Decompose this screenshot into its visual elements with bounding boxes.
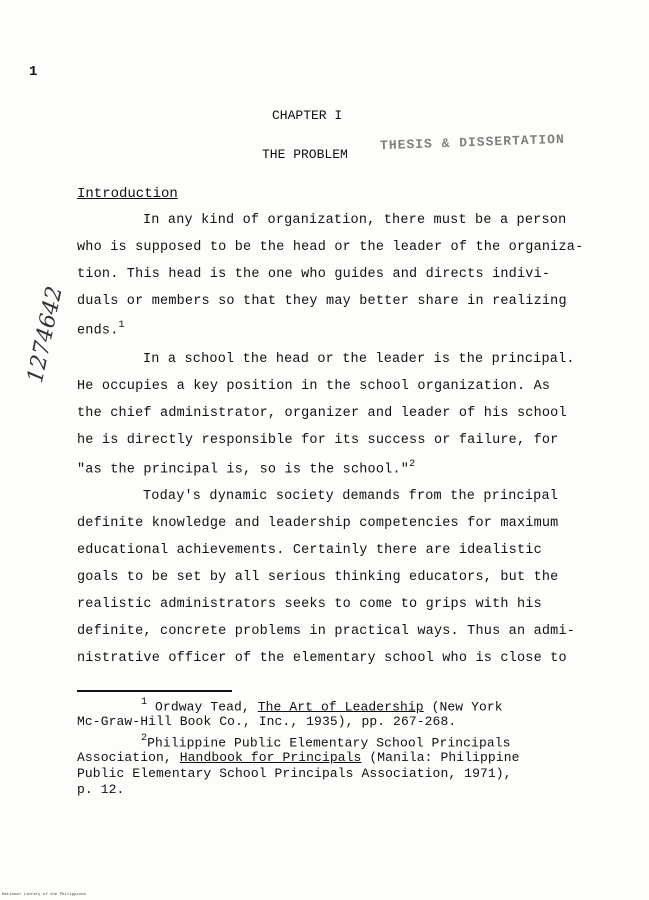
body-line: In any kind of organization, there must be a person	[143, 213, 567, 228]
body-line: In a school the head or the leader is the principal.	[143, 352, 575, 367]
body-line: tion. This head is the one who guides and directs indivi-	[77, 267, 551, 282]
body-line: goals to be set by all serious thinking educators, but the	[77, 570, 559, 585]
body-line: he is directly responsible for its success or failure, for	[77, 433, 559, 448]
footnote-title: Handbook for Principals	[179, 750, 362, 765]
body-line: realistic administrators seeks to come to grips with his	[77, 597, 542, 612]
thesis-stamp: THESIS & DISSERTATION	[379, 131, 566, 154]
scan-footer: National Library of the Philippines	[2, 893, 87, 897]
footnote-1-line-1	[77, 698, 503, 714]
body-line: definite knowledge and leadership competencies for maximum	[77, 516, 559, 531]
chapter-title: THE PROBLEM	[262, 147, 348, 162]
body-line: who is supposed to be the head or the leader of the organiza-	[77, 240, 584, 255]
footnote-number: 1	[141, 697, 148, 708]
body-line: duals or members so that they may better share in realizing	[77, 294, 567, 309]
footnote-title: The Art of Leadership	[257, 699, 424, 715]
footnote-2-line-3: Public Elementary School Principals Association, 1971),	[77, 766, 512, 781]
footnote-text: Association,	[77, 750, 172, 765]
footnote-number: 2	[141, 733, 148, 744]
body-line: the chief administrator, organizer and leader of his school	[77, 406, 567, 421]
footnote-1-line-2: Mc-Graw-Hill Book Co., Inc., 1935), pp. 267-268.	[77, 714, 457, 729]
handwritten-accession-number: 1274642	[23, 284, 68, 386]
footnote-text: (New York	[431, 699, 503, 715]
footnote-2-line-1	[77, 734, 511, 750]
footnote-author: Ordway Tead,	[155, 699, 250, 715]
footnote-divider	[77, 690, 232, 692]
body-text: ends.	[77, 323, 119, 339]
page-number: 1	[29, 64, 38, 80]
body-line: educational achievements. Certainly there are idealistic	[77, 543, 542, 558]
body-line: nistrative officer of the elementary school who is close to	[77, 651, 567, 666]
footnote-ref: 1	[118, 320, 125, 331]
body-line	[77, 321, 125, 339]
chapter-heading: CHAPTER I	[272, 108, 343, 123]
footnote-author: Philippine Public Elementary School Principals	[147, 735, 511, 751]
body-line: definite, concrete problems in practical ways. Thus an admi-	[77, 624, 576, 639]
body-line: Today's dynamic society demands from the principal	[143, 489, 559, 504]
body-text: "as the principal is, so is the school."	[77, 462, 410, 478]
footnote-2-line-4: p. 12.	[77, 782, 125, 797]
footnote-text: (Manila: Philippine	[369, 750, 520, 765]
body-line	[77, 460, 415, 478]
footnote-2-line-2	[77, 750, 520, 765]
body-line: He occupies a key position in the school organization. As	[77, 379, 551, 394]
section-heading: Introduction	[77, 186, 178, 202]
footnote-ref: 2	[409, 459, 416, 470]
